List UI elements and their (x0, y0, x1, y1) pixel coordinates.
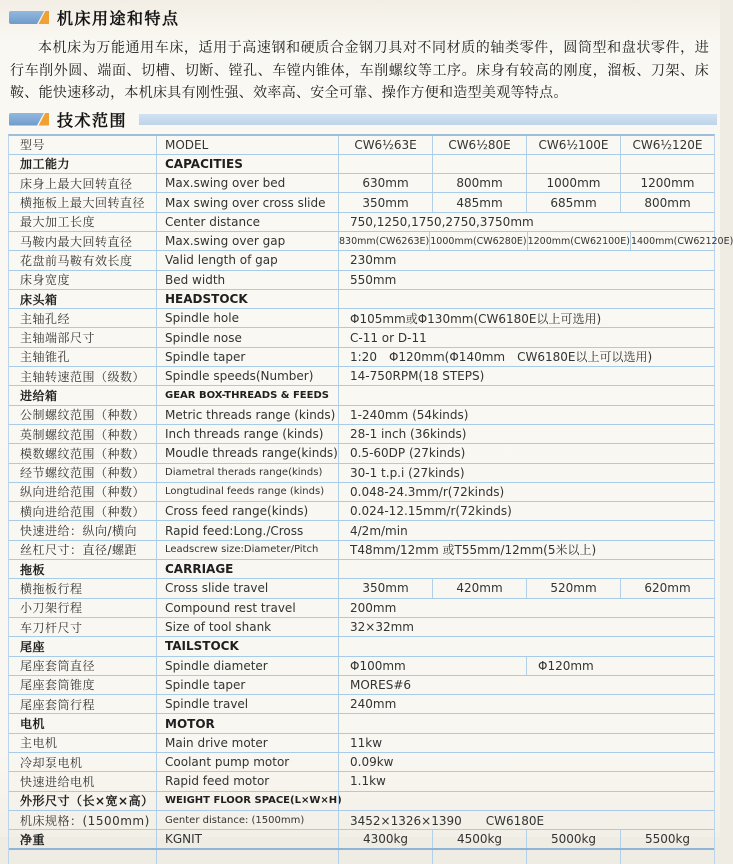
spec-label-en: Cross feed range(kinds) (156, 502, 338, 520)
spec-label-cn: 快速进给：纵向/横向 (9, 521, 156, 539)
spec-label-cn: 主轴锥孔 (9, 348, 156, 366)
spec-label-en: CARRIAGE (156, 560, 338, 578)
spec-value: 1:20 Φ120mm(Φ140mm CW6180E以上可以选用) (338, 348, 714, 366)
features-paragraph: 本机床为万能通用车床，适用于高速钢和硬质合金钢刀具对不同材质的轴类零件，圆筒型和盘状零件，进行车削外圆、端面、切槽、切断、镗孔、车镗内锥体，车削螺纹等工序。床身有较高的刚度，溜板、刀架、床鞍、能快速移动，本机床具有刚性强、效率高、安全可靠、操作方便和造型美观等特点。 (10, 37, 709, 105)
features-title: 机床用途和特点 (57, 6, 180, 29)
spec-label-cn: 床身宽度 (9, 271, 156, 289)
table-row (9, 502, 714, 521)
spec-label-cn: 主电机 (9, 734, 156, 752)
spec-value: 685mm (526, 193, 620, 211)
spec-label-en: CAPACITIES (156, 155, 338, 173)
spec-value (432, 155, 526, 173)
spec-label-en (156, 850, 338, 864)
spec-label-en: Max.swing over gap (156, 232, 338, 250)
spec-value: 800mm (432, 174, 526, 192)
spec-value: 1.1kw (338, 772, 714, 790)
table-row (9, 753, 714, 772)
spec-value: 630mm (338, 174, 432, 192)
spec-value (338, 792, 714, 810)
table-row (9, 213, 714, 232)
spec-label-en: Spindle diameter (156, 657, 338, 675)
spec-value: 3452×1326×1390 CW6180E (338, 811, 714, 829)
spec-label-en: Size of tool shank (156, 618, 338, 636)
spec-label-cn: 主轴转速范围（级数） (9, 367, 156, 385)
spec-label-en: Cross slide travel (156, 579, 338, 597)
spec-label-en: Metric threads range (kinds) (156, 406, 338, 424)
spec-value (338, 386, 714, 404)
spec-value: 4/2m/min (338, 521, 714, 539)
table-row (9, 618, 714, 637)
table-row (9, 579, 714, 598)
spec-label-cn: 机床规格：(1500mm) (9, 811, 156, 829)
spec-value (338, 560, 714, 578)
spec-label-cn: 床身上最大回转直径 (9, 174, 156, 192)
spec-value: 830mm(CW6263E) (338, 232, 429, 250)
spec-label-cn: 横拖板行程 (9, 579, 156, 597)
spec-value: 1400mm(CW62120E) (630, 232, 733, 250)
spec-label-en: Rapid feed:Long./Cross (156, 521, 338, 539)
spec-label-en: Spindle travel (156, 695, 338, 713)
spec-label-cn (9, 850, 156, 864)
table-row (9, 406, 714, 425)
spec-value (432, 850, 526, 864)
table-section-row (9, 290, 714, 309)
table-row (9, 483, 714, 502)
spec-label-en: Spindle taper (156, 348, 338, 366)
spec-label-cn: 纵向进给范围（种数） (9, 483, 156, 501)
table-row (9, 599, 714, 618)
spec-value: CW6½80E (432, 136, 526, 154)
spec-label-cn: 进给箱 (9, 386, 156, 404)
spec-table (8, 134, 715, 864)
spec-value (338, 850, 432, 864)
spec-value: 4300kg (338, 830, 432, 848)
spec-label-en: Bed width (156, 271, 338, 289)
spec-value: 5000kg (526, 830, 620, 848)
spec-label-cn: 快速进给电机 (9, 772, 156, 790)
spec-label-en: Inch threads range (kinds) (156, 425, 338, 443)
spec-label-cn: 型号 (9, 136, 156, 154)
spec-label-en: Valid length of gap (156, 251, 338, 269)
spec-label-cn: 经节螺纹范围（种数） (9, 464, 156, 482)
table-row (9, 193, 714, 212)
spec-value: 14-750RPM(18 STEPS) (338, 367, 714, 385)
spec-label-en: Center distance (156, 213, 338, 231)
table-row (9, 328, 714, 347)
spec-value: 230mm (338, 251, 714, 269)
spec-label-en: Coolant pump motor (156, 753, 338, 771)
spec-value: 5500kg (620, 830, 714, 848)
spec-value: 32×32mm (338, 618, 714, 636)
spec-label-cn: 主轴端部尺寸 (9, 328, 156, 346)
spec-label-cn: 车刀杆尺寸 (9, 618, 156, 636)
table-row (9, 811, 714, 830)
spec-label-en: Max swing over cross slide (156, 193, 338, 211)
spec-value: 350mm (338, 193, 432, 211)
spec-value: 520mm (526, 579, 620, 597)
header-band (139, 114, 717, 125)
spec-value: 1000mm(CW6280E) (429, 232, 526, 250)
spec-value: 30-1 t.p.i (27kinds) (338, 464, 714, 482)
table-section-row (9, 155, 714, 174)
table-row (9, 367, 714, 386)
spec-label-en: Spindle nose (156, 328, 338, 346)
spec-value: 0.5-60DP (27kinds) (338, 444, 714, 462)
table-row (9, 657, 714, 676)
spec-value (338, 290, 714, 308)
spec-label-en: MODEL (156, 136, 338, 154)
spec-value: T48mm/12mm 或T55mm/12mm(5米以上) (338, 541, 714, 559)
spec-value: 350mm (338, 579, 432, 597)
spec-value: 0.024-12.15mm/r(72kinds) (338, 502, 714, 520)
table-row (9, 309, 714, 328)
table-section-row (9, 714, 714, 733)
spec-label-cn: 横拖板上最大回转直径 (9, 193, 156, 211)
spec-label-en: Moudle threads range(kinds) (156, 444, 338, 462)
table-row (9, 830, 714, 850)
spec-value: CW6½120E (620, 136, 714, 154)
table-row (9, 850, 714, 864)
spec-label-en: Spindle speeds(Number) (156, 367, 338, 385)
spec-value: 620mm (620, 579, 714, 597)
spec-label-en: GEAR BOX-THREADS & FEEDS (156, 386, 338, 404)
spec-value: 485mm (432, 193, 526, 211)
spec-value: Φ120mm (526, 657, 714, 675)
section-header-specs (0, 110, 720, 129)
spec-label-cn: 尾座套筒行程 (9, 695, 156, 713)
spec-value (338, 714, 714, 732)
spec-label-en: Genter distance: (1500mm) (156, 811, 338, 829)
spec-label-cn: 模数螺纹范围（种数） (9, 444, 156, 462)
spec-value: 1200mm (620, 174, 714, 192)
spec-value: CW6½100E (526, 136, 620, 154)
table-section-row (9, 560, 714, 579)
spec-value: 550mm (338, 271, 714, 289)
table-row (9, 136, 714, 155)
table-row (9, 425, 714, 444)
section-header-features (0, 0, 720, 27)
spec-value: 240mm (338, 695, 714, 713)
spec-value: MORES#6 (338, 676, 714, 694)
spec-value: 0.09kw (338, 753, 714, 771)
spec-value: 1-240mm (54kinds) (338, 406, 714, 424)
table-row (9, 695, 714, 714)
spec-label-cn: 小刀架行程 (9, 599, 156, 617)
spec-label-cn: 英制螺纹范围（种数） (9, 425, 156, 443)
table-section-row (9, 637, 714, 656)
spec-label-en: Leadscrew size:Diameter/Pitch (156, 541, 338, 559)
spec-label-en: Spindle hole (156, 309, 338, 327)
spec-value: CW6½63E (338, 136, 432, 154)
table-row (9, 251, 714, 270)
spec-value (526, 850, 620, 864)
spec-value (620, 155, 714, 173)
spec-value: 0.048-24.3mm/r(72kinds) (338, 483, 714, 501)
spec-value: C-11 or D-11 (338, 328, 714, 346)
spec-value: 1200mm(CW62100E) (527, 232, 630, 250)
spec-label-en: Diametral therads range(kinds) (156, 464, 338, 482)
spec-label-en: Max.swing over bed (156, 174, 338, 192)
table-row (9, 444, 714, 463)
table-row (9, 464, 714, 483)
spec-value: 1000mm (526, 174, 620, 192)
table-row (9, 734, 714, 753)
spec-label-cn: 加工能力 (9, 155, 156, 173)
spec-label-en: TAILSTOCK (156, 637, 338, 655)
spec-value: 11kw (338, 734, 714, 752)
spec-label-cn: 拖板 (9, 560, 156, 578)
table-section-row (9, 386, 714, 405)
spec-label-cn: 尾座 (9, 637, 156, 655)
spec-label-cn: 最大加工长度 (9, 213, 156, 231)
spec-label-cn: 马鞍内最大回转直径 (9, 232, 156, 250)
spec-label-en: Compound rest travel (156, 599, 338, 617)
spec-label-cn: 丝杠尺寸：直径/螺距 (9, 541, 156, 559)
spec-label-en: Main drive moter (156, 734, 338, 752)
table-section-row (9, 792, 714, 811)
table-row (9, 676, 714, 695)
spec-label-en: HEADSTOCK (156, 290, 338, 308)
spec-label-cn: 床头箱 (9, 290, 156, 308)
spec-value (620, 850, 714, 864)
spec-value: 28-1 inch (36kinds) (338, 425, 714, 443)
section-flag-icon (9, 113, 49, 126)
spec-value: 750,1250,1750,2750,3750mm (338, 213, 714, 231)
spec-label-cn: 冷却泵电机 (9, 753, 156, 771)
table-row (9, 521, 714, 540)
spec-value: 200mm (338, 599, 714, 617)
spec-value: 420mm (432, 579, 526, 597)
spec-label-cn: 尾座套筒直径 (9, 657, 156, 675)
spec-label-cn: 公制螺纹范围（种数） (9, 406, 156, 424)
spec-label-en: KGNIT (156, 830, 338, 848)
spec-value: Φ100mm (338, 657, 526, 675)
spec-label-cn: 外形尺寸（长×宽×高） (9, 792, 156, 810)
spec-label-en: MOTOR (156, 714, 338, 732)
table-row (9, 348, 714, 367)
spec-label-en: Spindle taper (156, 676, 338, 694)
spec-label-en: WEIGHT FLOOR SPACE(L×W×H) (156, 792, 338, 810)
spec-value (526, 155, 620, 173)
table-row (9, 772, 714, 791)
spec-label-en: Rapid feed motor (156, 772, 338, 790)
spec-label-cn: 主轴孔经 (9, 309, 156, 327)
spec-value: Φ105mm或Φ130mm(CW6180E以上可选用) (338, 309, 714, 327)
table-row (9, 271, 714, 290)
spec-value: 4500kg (432, 830, 526, 848)
section-flag-icon (9, 11, 49, 24)
spec-label-cn: 电机 (9, 714, 156, 732)
table-row (9, 541, 714, 560)
spec-label-en: Longtudinal feeds range (kinds) (156, 483, 338, 501)
spec-value (338, 637, 714, 655)
specs-title: 技术范围 (57, 108, 127, 131)
spec-label-cn: 花盘前马鞍有效长度 (9, 251, 156, 269)
table-row (9, 174, 714, 193)
table-row (9, 232, 714, 251)
spec-value: 800mm (620, 193, 714, 211)
spec-label-cn: 净重 (9, 830, 156, 848)
spec-value (338, 155, 432, 173)
spec-label-cn: 尾座套筒锥度 (9, 676, 156, 694)
spec-label-cn: 横向进给范围（种数） (9, 502, 156, 520)
